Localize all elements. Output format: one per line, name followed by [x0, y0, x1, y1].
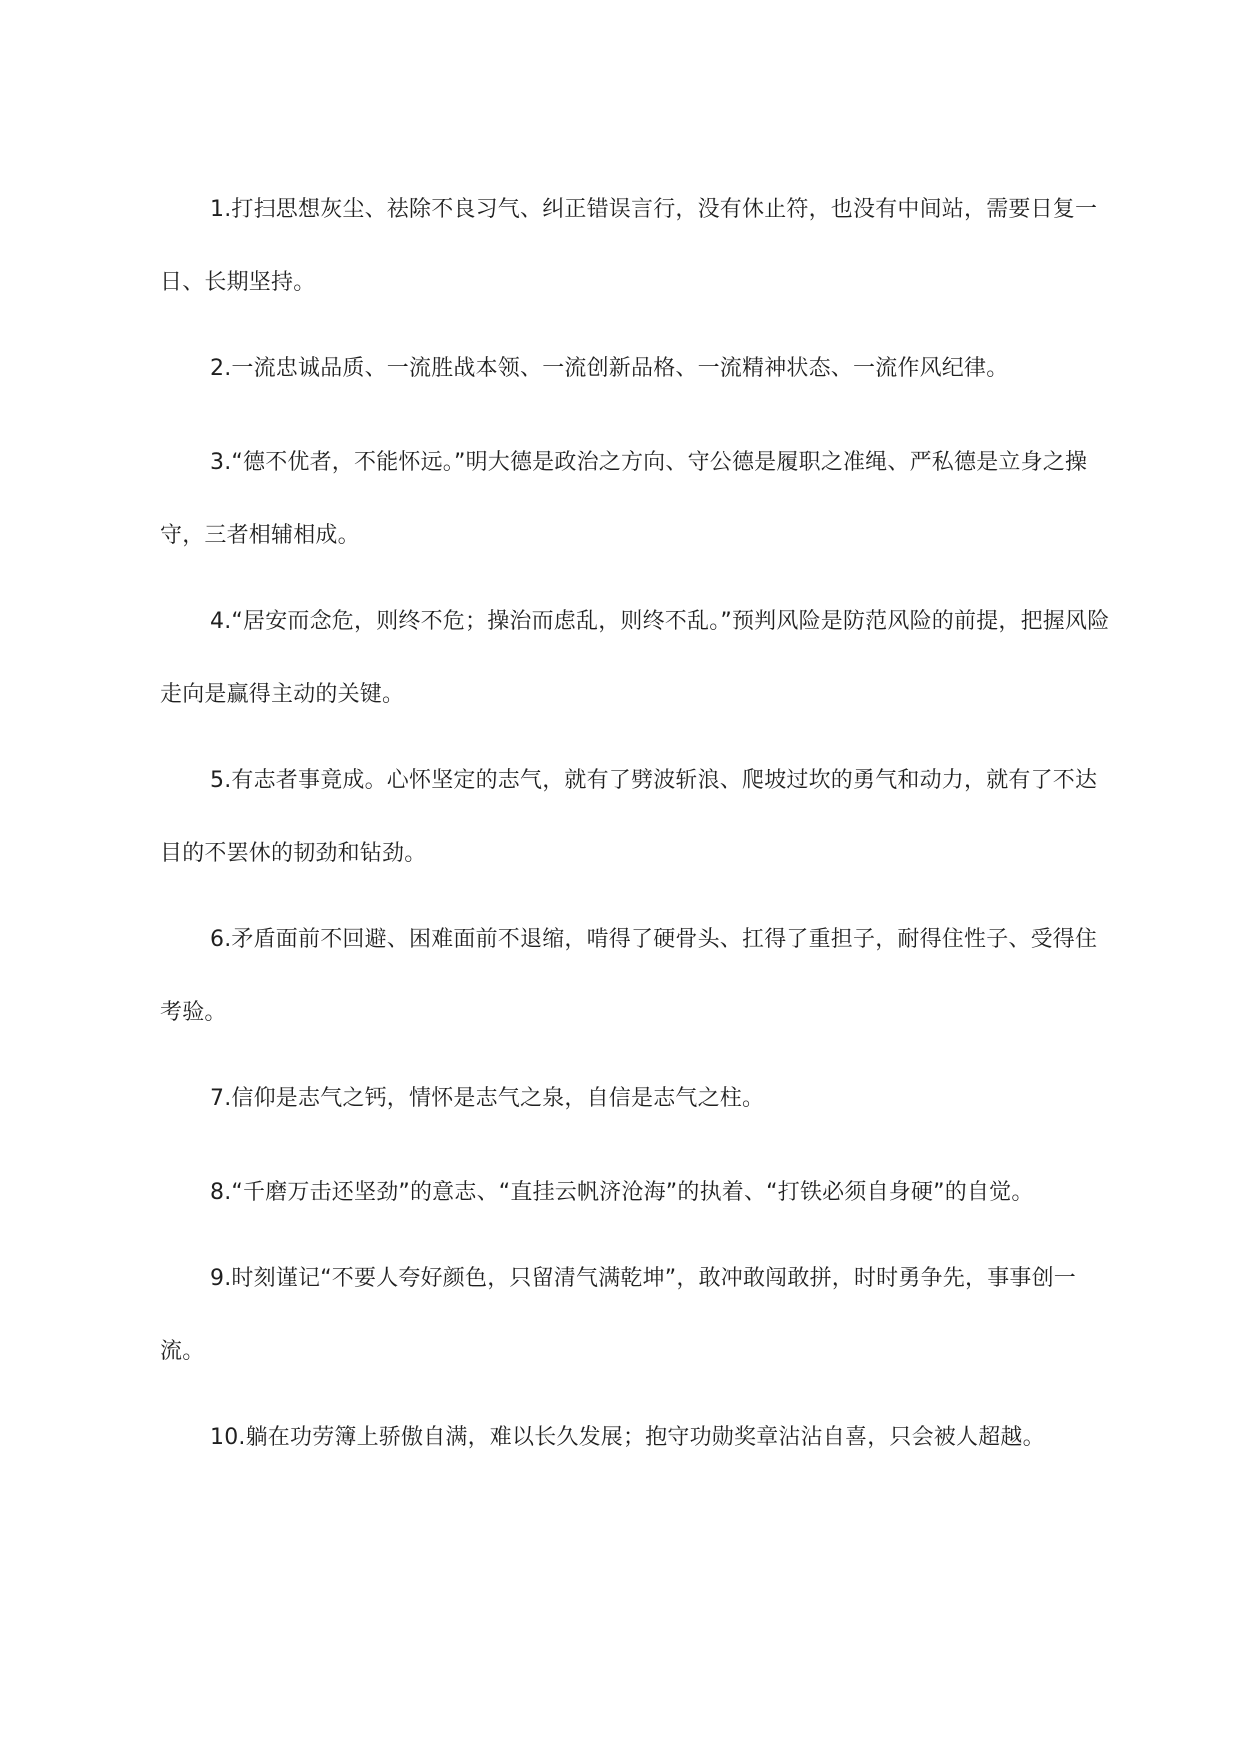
- paragraph-1: 1.打扫思想灰尘、祛除不良习气、纠正错误言行，没有休止符，也没有中间站，需要日复一日、长期坚持。: [160, 197, 1098, 295]
- paragraph-2: 2.一流忠诚品质、一流胜战本领、一流创新品格、一流精神状态、一流作风纪律。: [210, 356, 1009, 381]
- paragraph-9: 9.时刻谨记“不要人夸好颜色，只留清气满乾坤”，敢冲敢闯敢拼，时时勇争先，事事创一流。: [160, 1266, 1076, 1364]
- paragraph-6: 6.矛盾面前不回避、困难面前不退缩，啃得了硬骨头、扛得了重担子，耐得住性子、受得住考验。: [160, 927, 1098, 1025]
- paragraph-10: 10.躺在功劳簿上骄傲自满，难以长久发展；抱守功勋奖章沾沾自喜，只会被人超越。: [210, 1425, 1045, 1450]
- paragraph-7: 7.信仰是志气之钙，情怀是志气之泉，自信是志气之柱。: [210, 1086, 765, 1111]
- paragraph-8: 8.“千磨万击还坚劲”的意志、“直挂云帆济沧海”的执着、“打铁必须自身硬”的自觉。: [210, 1180, 1034, 1205]
- paragraph-5: 5.有志者事竟成。心怀坚定的志气，就有了劈波斩浪、爬坡过坎的勇气和动力，就有了不达目的不罢休的韧劲和钻劲。: [160, 768, 1098, 866]
- paragraph-3: 3.“德不优者，不能怀远。”明大德是政治之方向、守公德是履职之准绳、严私德是立身之操守，三者相辅相成。: [160, 450, 1088, 548]
- document-body: [160, 173, 1110, 1487]
- paragraph-4: 4.“居安而念危，则终不危；操治而虑乱，则终不乱。”预判风险是防范风险的前提，把握风险走向是赢得主动的关键。: [160, 609, 1110, 707]
